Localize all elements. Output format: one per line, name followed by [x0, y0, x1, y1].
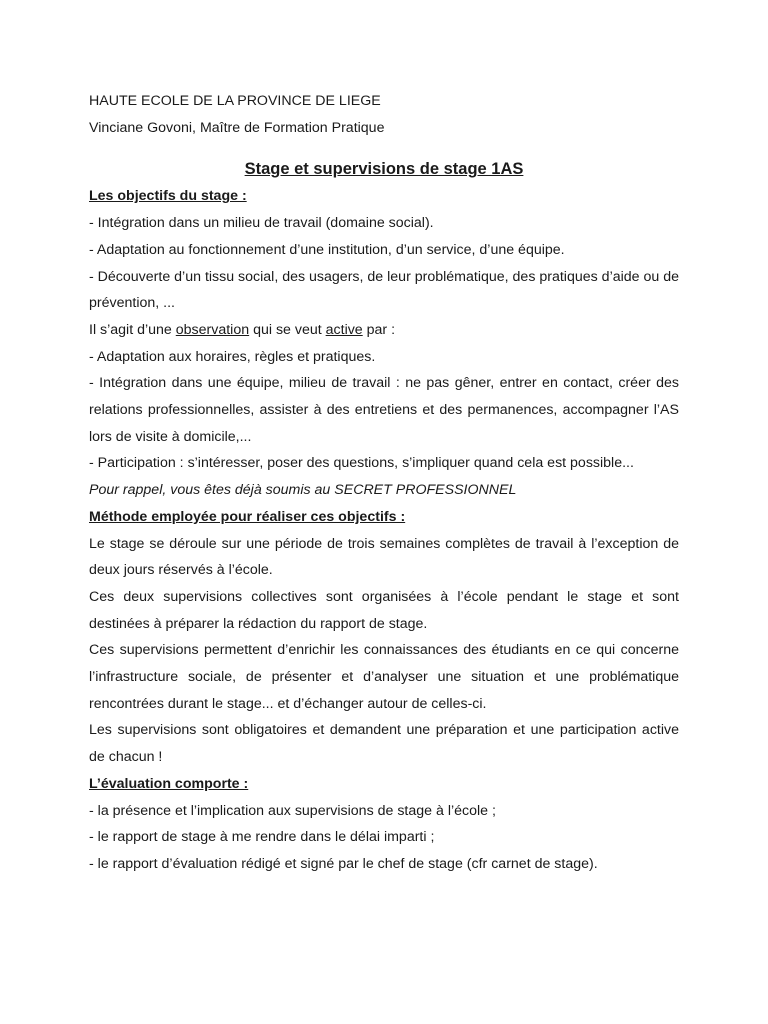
objective-item: - Intégration dans un milieu de travail (domaine social). — [89, 215, 434, 232]
observation-intro-part: par : — [362, 321, 396, 338]
observation-item: - Participation : s’intéresser, poser des questions, s’impliquer quand cela est possible... — [89, 455, 634, 472]
method-paragraph: Le stage se déroule sur une période de trois semaines complètes de travail à l’exception de deux jours réservés à l’école. — [89, 535, 679, 579]
objective-item: - Adaptation au fonctionnement d’une institution, d’un service, d’une équipe. — [89, 241, 565, 258]
school-name: HAUTE ECOLE DE LA PROVINCE DE LIEGE — [89, 93, 381, 109]
objectives-heading: Les objectifs du stage : — [89, 188, 247, 205]
observation-intro-part: qui se veut — [249, 321, 326, 338]
objective-item: - Découverte d’un tissu social, des usagers, de leur problématique, des pratiques d’aide ou de prévention, ... — [89, 268, 679, 312]
observation-item: - Intégration dans une équipe, milieu de travail : ne pas gêner, entrer en contact, créer des relations professionnelles, assister à des entretiens et des permanences, accompagner l’AS lors de visite à domicile,... — [89, 375, 679, 445]
observation-word: observation — [175, 321, 250, 338]
evaluation-item: - la présence et l’implication aux supervisions de stage à l’école ; — [89, 802, 496, 819]
evaluation-heading: L’évaluation comporte : — [89, 775, 249, 792]
observation-item: - Adaptation aux horaires, règles et pratiques. — [89, 348, 376, 365]
method-heading: Méthode employée pour réaliser ces objectifs : — [89, 508, 406, 525]
method-paragraph: Ces deux supervisions collectives sont organisées à l’école pendant le stage et sont destinées à préparer la rédaction du rapport de stage. — [89, 588, 679, 632]
confidentiality-reminder: Pour rappel, vous êtes déjà soumis au SECRET PROFESSIONNEL — [89, 482, 517, 499]
active-word: active — [325, 321, 363, 338]
evaluation-item: - le rapport d’évaluation rédigé et signé par le chef de stage (cfr carnet de stage). — [89, 855, 598, 872]
observation-intro — [89, 317, 679, 344]
method-paragraph: Les supervisions sont obligatoires et demandent une préparation et une participation active de chacun ! — [89, 722, 679, 766]
author-line: Vinciane Govoni, Maître de Formation Pratique — [89, 119, 385, 136]
method-paragraph: Ces supervisions permettent d’enrichir les connaissances des étudiants en ce qui concerne l’infrastructure sociale, de présenter et d’analyser une situation et une problématique rencontrées durant le stage... et d’échanger autour de celles-ci. — [89, 642, 679, 712]
evaluation-item: - le rapport de stage à me rendre dans le délai imparti ; — [89, 829, 435, 846]
observation-intro-part: Il s’agit d’une — [89, 321, 176, 338]
document-title: Stage et supervisions de stage 1AS — [244, 160, 524, 179]
document-page — [89, 88, 679, 878]
